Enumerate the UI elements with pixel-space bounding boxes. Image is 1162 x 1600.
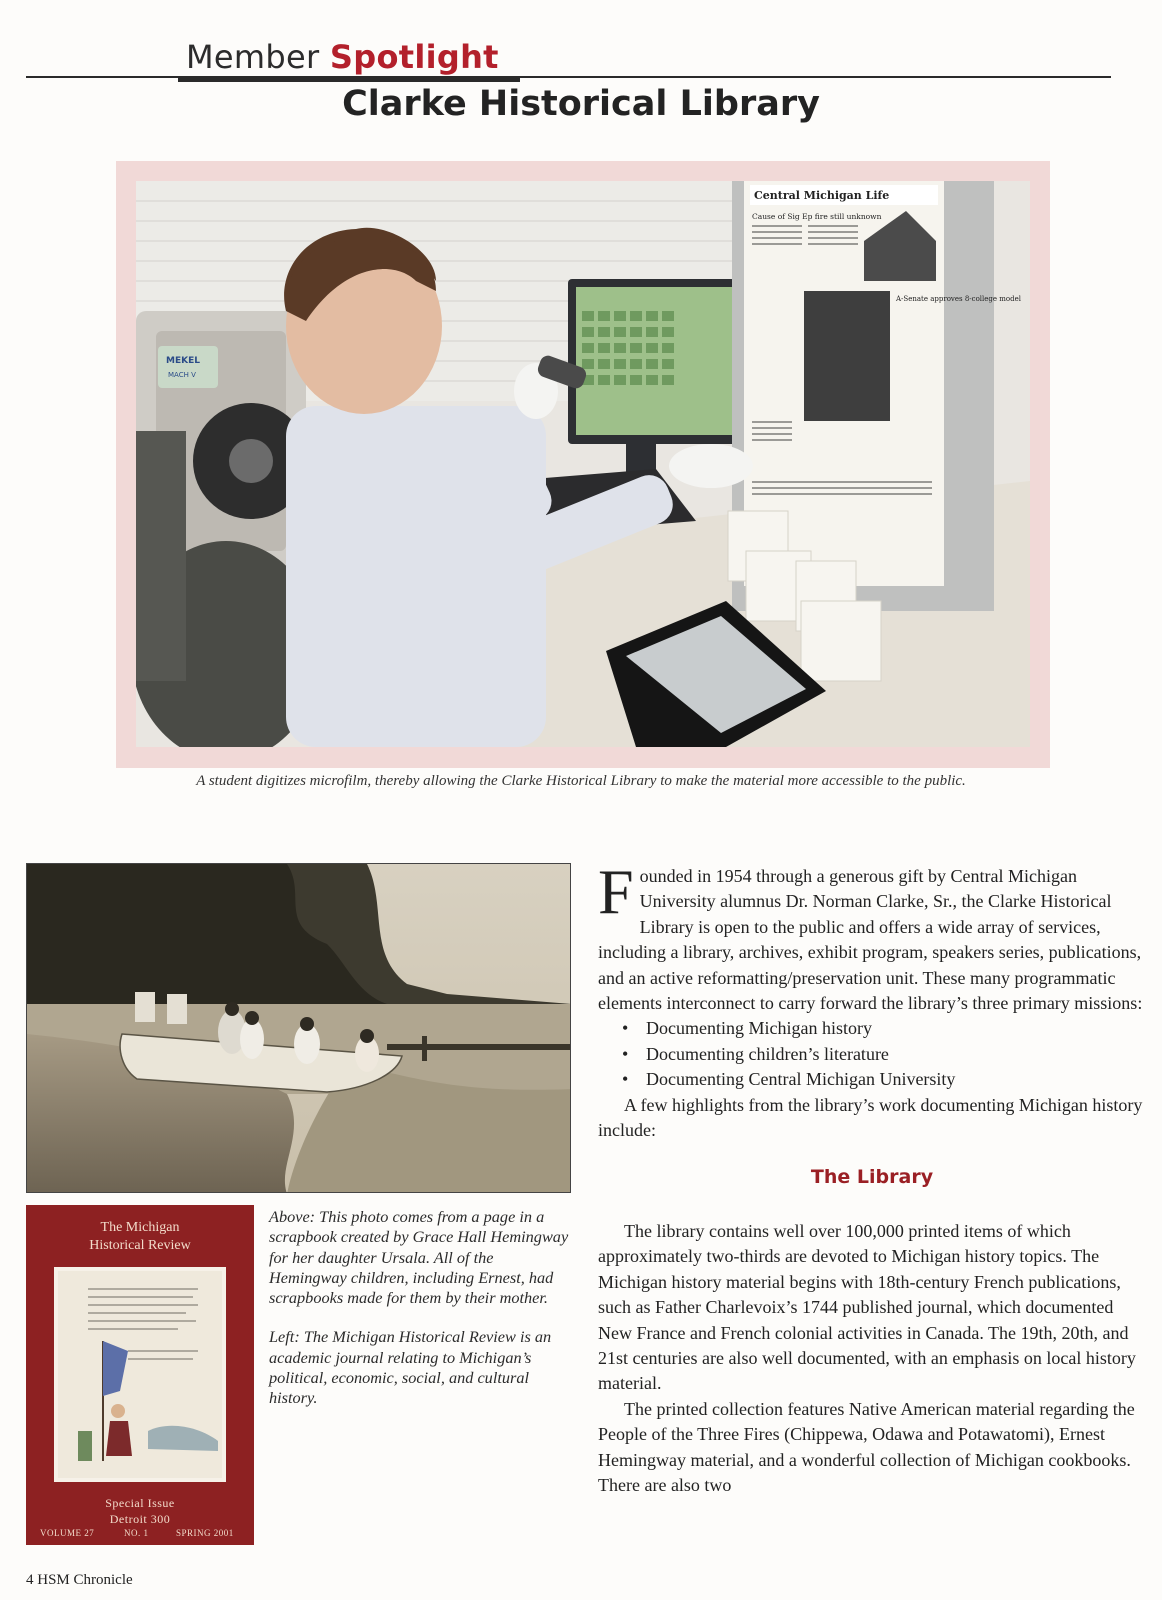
- journal-issue-line2: Detroit 300: [109, 1512, 171, 1526]
- article-body: [598, 856, 1146, 1498]
- journal-number: NO. 1: [124, 1528, 149, 1538]
- journal-special-issue: [26, 1495, 254, 1527]
- kicker-member: Member: [186, 38, 320, 76]
- article-intro: [598, 856, 1146, 1016]
- journal-issue-line1: Special Issue: [105, 1496, 175, 1510]
- scanner-brand-label: MEKEL: [166, 356, 200, 366]
- list-item: • Documenting children’s literature: [622, 1042, 1146, 1067]
- caption-above: Above: This photo comes from a page in a scrapbook created by Grace Hall Hemingway for her daughter Ursala. All of the Hemingway children, including Ernest, had scrapbooks made for them by their mother.: [269, 1207, 569, 1308]
- kicker-spotlight: Spotlight: [329, 38, 499, 76]
- newspaper-masthead: Central Michigan Life: [754, 189, 890, 202]
- scanner-model-label: MACH V: [168, 371, 196, 379]
- highlights-intro: A few highlights from the library’s work documenting Michigan history include:: [598, 1094, 1143, 1141]
- journal-title: [26, 1219, 254, 1255]
- drop-cap: F: [598, 856, 634, 927]
- section-kicker: [186, 38, 499, 76]
- section-heading: The Library: [810, 1166, 934, 1189]
- newspaper-headline: Cause of Sig Ep fire still unknown: [752, 212, 882, 221]
- list-item: • Documenting Michigan history: [622, 1016, 1146, 1041]
- caption-left: Left: The Michigan Historical Review is an academic journal relating to Michigan’s political, economic, social, and cultural history.: [269, 1327, 552, 1408]
- photo-captions: [269, 1207, 574, 1428]
- page-folio: 4 HSM Chronicle: [26, 1572, 133, 1588]
- journal-cover-illustration: [54, 1267, 226, 1482]
- newspaper-sidebar-headline: A-Senate approves 8-college model: [896, 295, 1021, 303]
- missions-list: [598, 1016, 1146, 1092]
- journal-title-line1: The Michigan: [100, 1220, 180, 1235]
- list-item: • Documenting Central Michigan University: [622, 1067, 1146, 1092]
- journal-volume: VOLUME 27: [40, 1528, 95, 1538]
- hero-caption: A student digitizes microfilm, thereby allowing the Clarke Historical Library to make the material more accessible to the public.: [196, 773, 966, 789]
- article-paragraph-2: The printed collection features Native American material regarding the People of the Three Fires (Chippewa, Odawa and Potawatomi), Ernest Hemingway material, and a wonderful collection of Michigan cookbooks. There are also two: [598, 1398, 1135, 1495]
- article-paragraph-1: The library contains well over 100,000 printed items of which approximately two-thirds are devoted to Michigan history topics. The Michigan history material begins with 18th-century French publications, such as Father Charlevoix’s 1744 published journal, which documented New France and French colonial activities in Canada. The 19th, 20th, and 21st centuries are also well documented, with an emphasis on local history material.: [598, 1220, 1136, 1394]
- journal-cover: [26, 1205, 254, 1545]
- scrapbook-photo: [26, 863, 571, 1193]
- journal-season: SPRING 2001: [176, 1528, 234, 1538]
- page-title: Clarke Historical Library: [342, 84, 820, 124]
- header-rule: [26, 76, 1111, 78]
- intro-text: ounded in 1954 through a generous gift by Central Michigan University alumnus Dr. Norman Clarke, Sr., the Clarke Historical Library is open to the public and offers a wide array of services, including a library, archives, exhibit program, speakers series, publications, and an active reformatting/preservation unit. These many programmatic elements interconnect to carry forward the library’s three primary missions:: [598, 866, 1143, 1014]
- hero-photo: [136, 181, 1030, 747]
- journal-title-line2: Historical Review: [89, 1238, 191, 1253]
